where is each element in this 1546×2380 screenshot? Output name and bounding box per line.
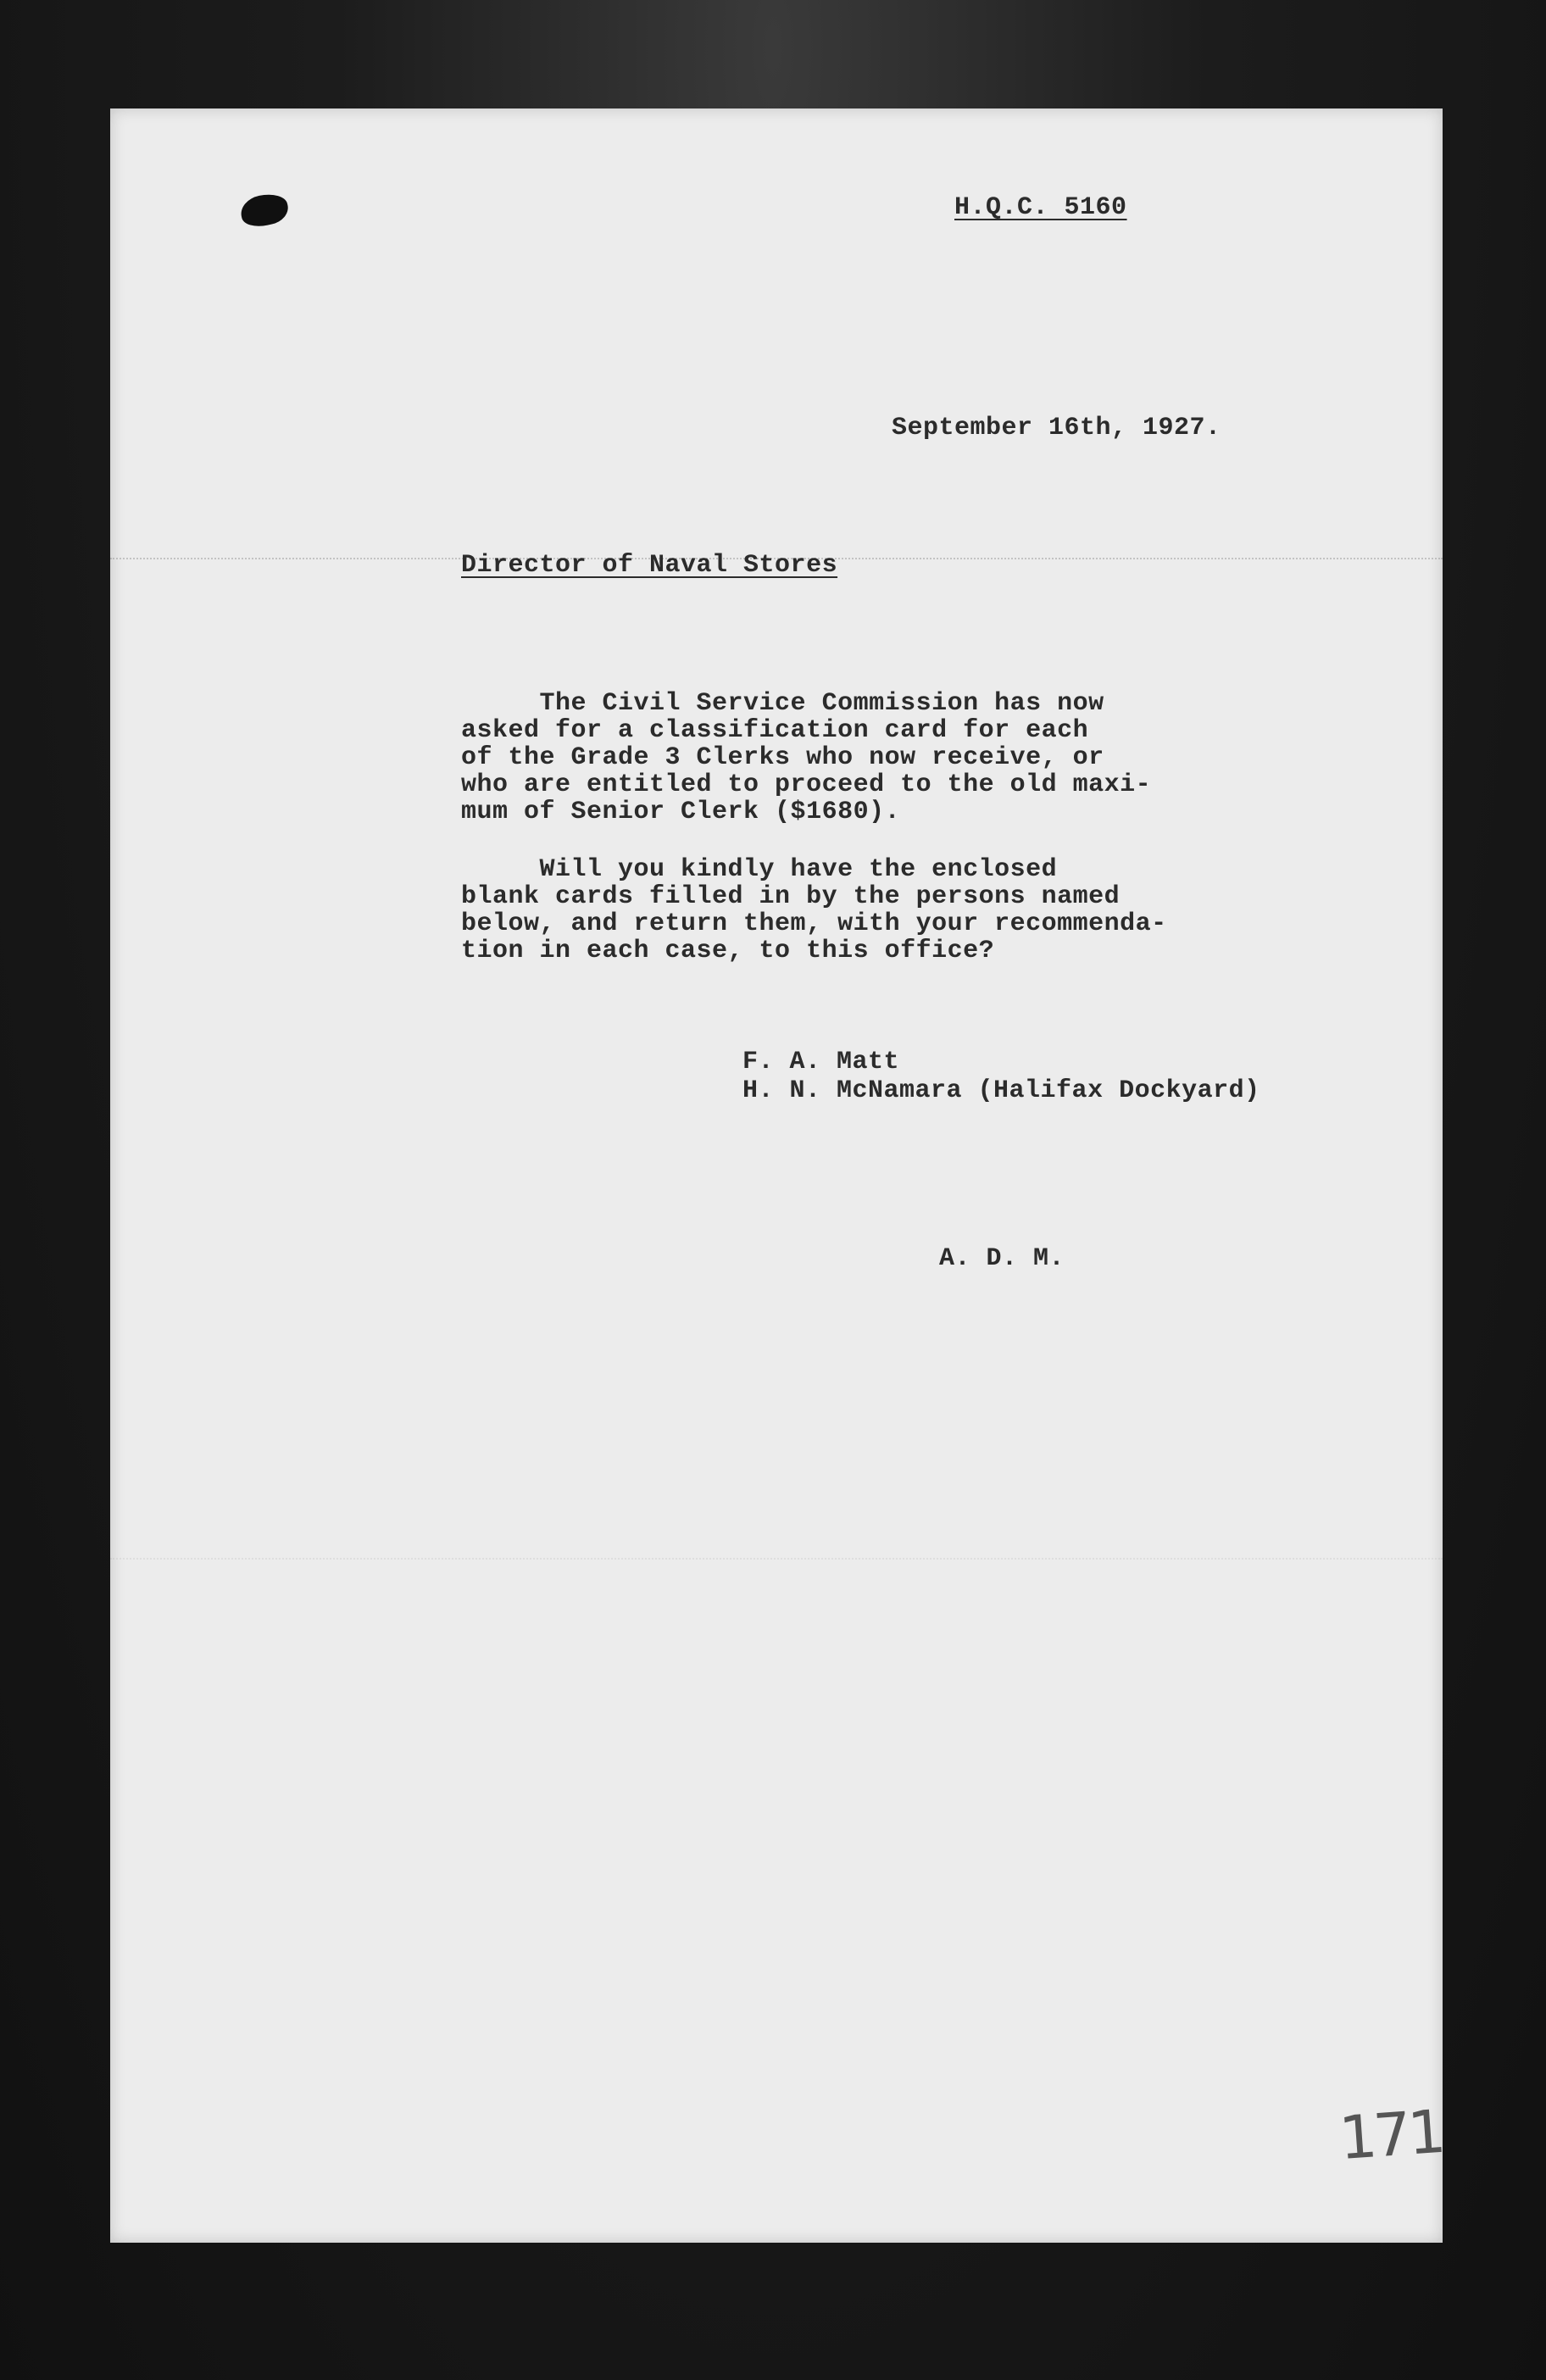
paragraph-line: Will you kindly have the enclosed xyxy=(461,855,1058,884)
letter-date: September 16th, 1927. xyxy=(892,414,1221,442)
paragraph-line: who are entitled to proceed to the old maxi- xyxy=(461,770,1152,799)
paragraph-line: blank cards filled in by the persons named xyxy=(461,882,1121,911)
person-name: F. A. Matt xyxy=(742,1048,900,1076)
paragraph-line: The Civil Service Commission has now xyxy=(461,689,1104,718)
body-paragraph-2 xyxy=(461,856,1309,965)
recipient-line: Director of Naval Stores xyxy=(461,551,838,580)
paragraph-line: mum of Senior Clerk ($1680). xyxy=(461,798,901,826)
person-name: H. N. McNamara (Halifax Dockyard) xyxy=(742,1076,1260,1105)
punch-hole-mark xyxy=(238,191,291,231)
paragraph-line: tion in each case, to this office? xyxy=(461,937,995,965)
body-paragraph-1 xyxy=(461,690,1309,826)
paragraph-line: below, and return them, with your recommenda- xyxy=(461,909,1167,938)
file-reference: H.Q.C. 5160 xyxy=(954,193,1127,222)
fold-line xyxy=(110,1558,1443,1561)
paragraph-line: of the Grade 3 Clerks who now receive, or xyxy=(461,743,1104,772)
signoff-initials: A. D. M. xyxy=(939,1244,1065,1273)
document-page xyxy=(110,108,1443,2243)
paragraph-line: asked for a classification card for each xyxy=(461,716,1089,745)
handwritten-folio-number: 171 xyxy=(1337,2096,1445,2174)
named-persons-list xyxy=(742,1048,1260,1105)
